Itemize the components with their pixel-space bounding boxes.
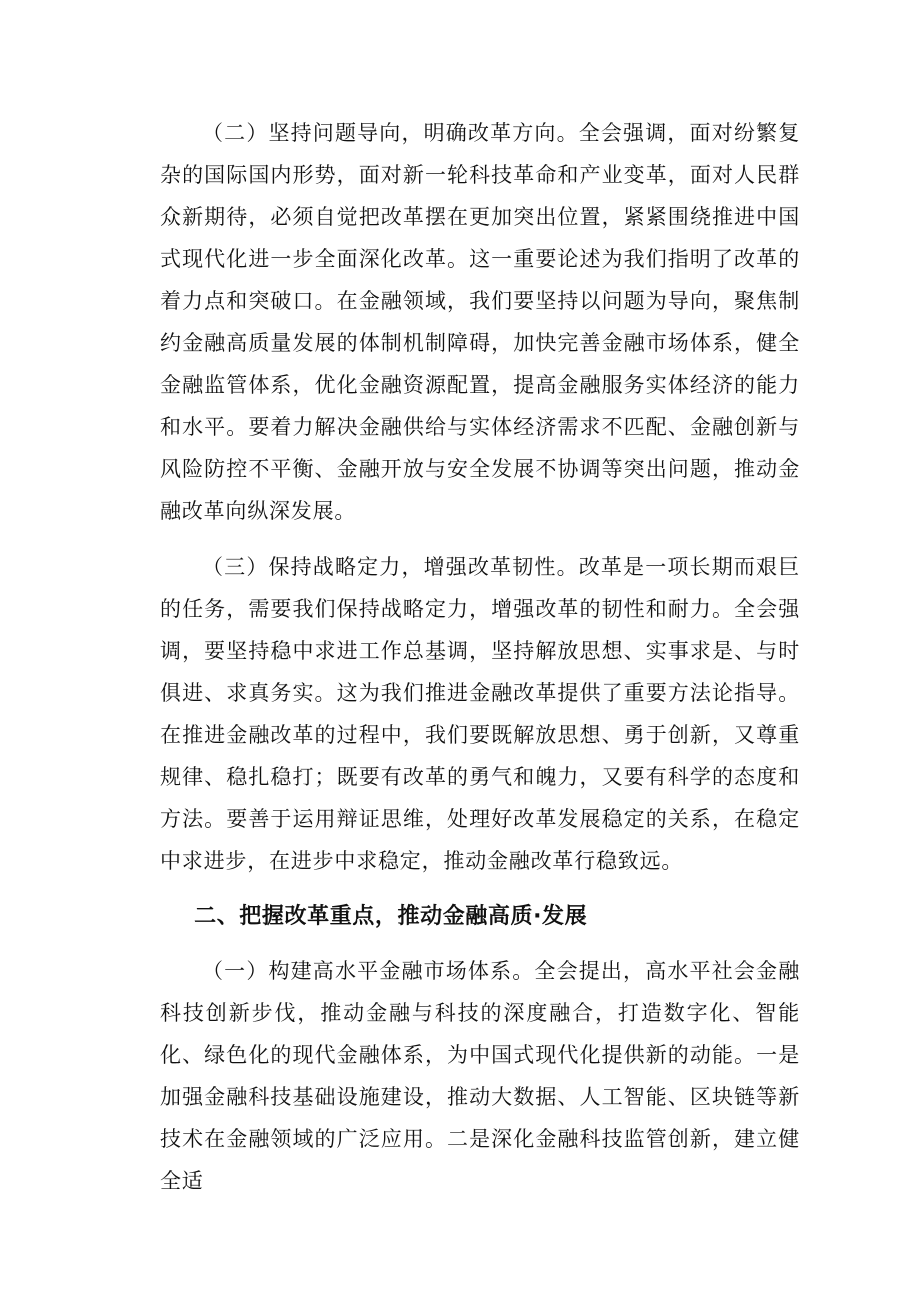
section-heading: 二、把握改革重点，推动金融高质·发展: [194, 904, 588, 929]
paragraph-strategic-focus: （三）保持战略定力，增强改革韧性。改革是一项长期而艰巨的任务，需要我们保持战略定力，增强改革的韧性和耐力。全会强调，要坚持稳中求进工作总基调，坚持解放思想、实事求是、与时俱进、求真务实。这为我们推进金融改革提供了重要方法论指导。在推进金融改革的过程中，我们要既解放思想、勇于创新，又尊重规律、稳扎稳打；既要有改革的勇气和魄力，又要有科学的态度和方法。要善于运用辩证思维，处理好改革发展稳定的关系，在稳定中求进步，在进步中求稳定，推动金融改革行稳致远。: [160, 555, 800, 873]
document-page: [160, 112, 800, 1202]
paragraph-adhere-problem-orientation: （二）坚持问题导向，明确改革方向。全会强调，面对纷繁复杂的国际国内形势，面对新一轮科技革命和产业变革，面对人民群众新期待，必须自觉把改革摆在更加突出位置，紧紧围绕推进中国式现代化进一步全面深化改革。这一重要论述为我们指明了改革的着力点和突破口。在金融领域，我们要坚持以问题为导向，聚焦制约金融高质量发展的体制机制障碍，加快完善金融市场体系，健全金融监管体系，优化金融资源配置，提高金融服务实体经济的能力和水平。要着力解决金融供给与实体经济需求不匹配、金融创新与风险防控不平衡、金融开放与安全发展不协调等突出问题，推动金融改革向纵深发展。: [160, 121, 800, 523]
paragraph-financial-market-system: （一）构建高水平金融市场体系。全会提出，高水平社会金融科技创新步伐，推动金融与科技的深度融合，打造数字化、智能化、绿色化的现代金融体系，为中国式现代化提供新的动能。一是加强金融科技基础设施建设，推动大数据、人工智能、区块链等新技术在金融领域的广泛应用。二是深化金融科技监管创新，建立健全适: [160, 959, 800, 1193]
